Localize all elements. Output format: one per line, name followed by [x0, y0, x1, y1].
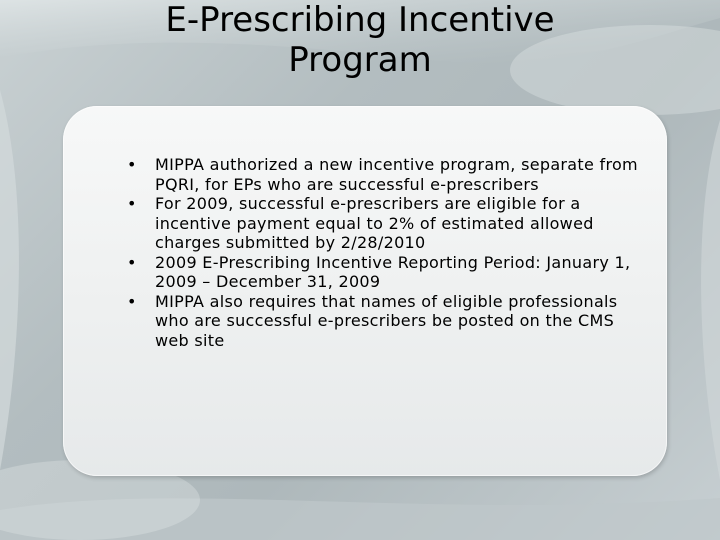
bullet-glyph: • [127, 155, 137, 174]
bullet-list [127, 155, 647, 350]
bullet-glyph: • [127, 252, 137, 272]
slide-title-line-2: Program [288, 40, 432, 80]
bullet-item [127, 194, 647, 253]
bullet-glyph: • [127, 194, 137, 213]
bullet-text: MIPPA authorized a new incentive program, separate from PQRI, for EPs who are successful e-prescribers [155, 155, 638, 194]
bullet-text: 2009 E-Prescribing Incentive Reporting Period: January 1, 2009 – December 31, 2009 [155, 252, 631, 291]
slide-title [60, 0, 660, 80]
background-swoosh-left [0, 90, 19, 470]
bullet-text: For 2009, successful e-prescribers are eligible for a incentive payment equal to 2% of estimated allowed charges submitted by 2/28/2010 [155, 194, 594, 252]
background-swoosh-right [701, 120, 720, 480]
bullet-item [127, 292, 647, 351]
bullet-item [127, 253, 647, 292]
bullet-text: MIPPA also requires that names of eligible professionals who are successful e-prescribers be posted on the CMS web site [155, 291, 618, 350]
slide-title-line-1: E-Prescribing Incentive [165, 0, 555, 40]
bullet-item [127, 155, 647, 194]
bullet-glyph: • [127, 291, 137, 311]
